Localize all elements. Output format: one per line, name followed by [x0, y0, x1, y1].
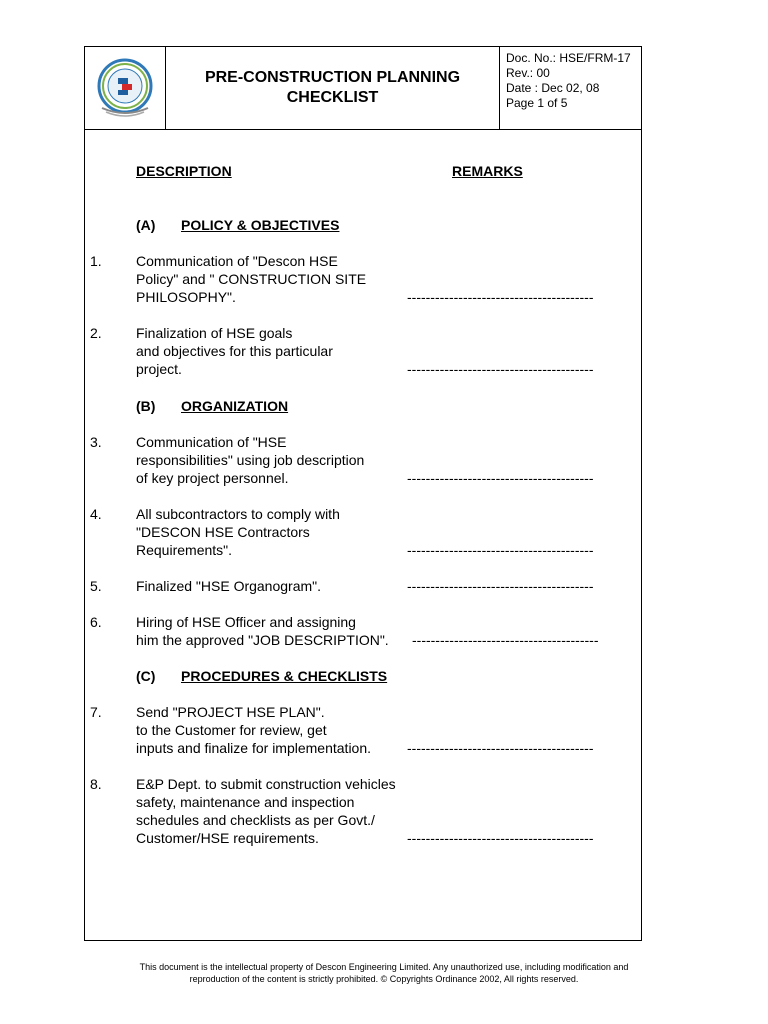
- doc-number: Doc. No.: HSE/FRM-17: [506, 51, 631, 65]
- item-8-line-3: schedules and checklists as per Govt./: [136, 812, 375, 828]
- item-3-line-2: responsibilities" using job description: [136, 452, 365, 468]
- item-2-line-1: Finalization of HSE goals: [136, 325, 293, 341]
- item-6-line-2: him the approved "JOB DESCRIPTION".: [136, 632, 389, 648]
- item-8-line-4: Customer/HSE requirements.: [136, 830, 319, 846]
- item-2-number: 2.: [90, 325, 102, 341]
- item-3-line-1: Communication of "HSE: [136, 434, 287, 450]
- item-7-remarks-field[interactable]: ----------------------------------------: [407, 740, 594, 756]
- item-7-line-1: Send "PROJECT HSE PLAN".: [136, 704, 325, 720]
- item-1-number: 1.: [90, 253, 102, 269]
- item-3-number: 3.: [90, 434, 102, 450]
- section-b-letter: (B): [136, 398, 156, 414]
- item-8-line-2: safety, maintenance and inspection: [136, 794, 355, 810]
- company-logo: [94, 56, 156, 120]
- document-header: [84, 46, 642, 130]
- document-meta: [500, 47, 641, 129]
- title-line-2: CHECKLIST: [286, 89, 379, 106]
- item-7-line-3: inputs and finalize for implementation.: [136, 740, 372, 756]
- item-1-line-3: PHILOSOPHY".: [136, 289, 236, 305]
- item-4-line-2: "DESCON HSE Contractors: [136, 524, 310, 540]
- item-7-line-2: to the Customer for review, get: [136, 722, 327, 738]
- item-8-line-1: E&P Dept. to submit construction vehicles: [136, 776, 396, 792]
- logo-cell: [85, 47, 166, 129]
- section-b-title: ORGANIZATION: [181, 398, 289, 414]
- item-4-line-1: All subcontractors to comply with: [136, 506, 340, 522]
- section-a-title: POLICY & OBJECTIVES: [181, 217, 340, 233]
- item-4-remarks-field[interactable]: ----------------------------------------: [407, 542, 594, 558]
- item-2-line-2: and objectives for this particular: [136, 343, 333, 359]
- footer-line-1: This document is the intellectual property of Descon Engineering Limited. Any unauthorized use, including modification and: [139, 962, 629, 972]
- issue-date: Date : Dec 02, 08: [506, 81, 600, 95]
- item-1-remarks-field[interactable]: ----------------------------------------: [407, 289, 594, 305]
- remarks-header: REMARKS: [452, 163, 523, 179]
- item-1-line-1: Communication of "Descon HSE: [136, 253, 338, 269]
- item-5-line-1: Finalized "HSE Organogram".: [136, 578, 322, 594]
- section-c-title: PROCEDURES & CHECKLISTS: [181, 668, 388, 684]
- revision: Rev.: 00: [506, 66, 550, 80]
- item-1-line-2: Policy" and " CONSTRUCTION SITE: [136, 271, 367, 287]
- section-a-letter: (A): [136, 217, 156, 233]
- item-2-line-3: project.: [136, 361, 182, 377]
- item-5-number: 5.: [90, 578, 102, 594]
- title-line-1: PRE-CONSTRUCTION PLANNING: [204, 69, 461, 86]
- item-7-number: 7.: [90, 704, 102, 720]
- item-8-remarks-field[interactable]: ----------------------------------------: [407, 830, 594, 846]
- item-8-number: 8.: [90, 776, 102, 792]
- page-number: Page 1 of 5: [506, 96, 568, 110]
- item-6-number: 6.: [90, 614, 102, 630]
- item-6-remarks-field[interactable]: ----------------------------------------: [412, 632, 599, 648]
- item-3-line-3: of key project personnel.: [136, 470, 289, 486]
- item-5-remarks-field[interactable]: ----------------------------------------: [407, 578, 594, 594]
- description-header: DESCRIPTION: [136, 163, 232, 179]
- item-2-remarks-field[interactable]: ----------------------------------------: [407, 361, 594, 377]
- item-3-remarks-field[interactable]: ----------------------------------------: [407, 470, 594, 486]
- item-4-number: 4.: [90, 506, 102, 522]
- item-6-line-1: Hiring of HSE Officer and assigning: [136, 614, 356, 630]
- footer-line-2: reproduction of the content is strictly prohibited. © Copyrights Ordinance 2002, All rights reserved.: [189, 974, 579, 984]
- section-c-letter: (C): [136, 668, 156, 684]
- copyright-footer: [84, 961, 684, 985]
- item-4-line-3: Requirements".: [136, 542, 233, 558]
- document-title: [166, 47, 500, 129]
